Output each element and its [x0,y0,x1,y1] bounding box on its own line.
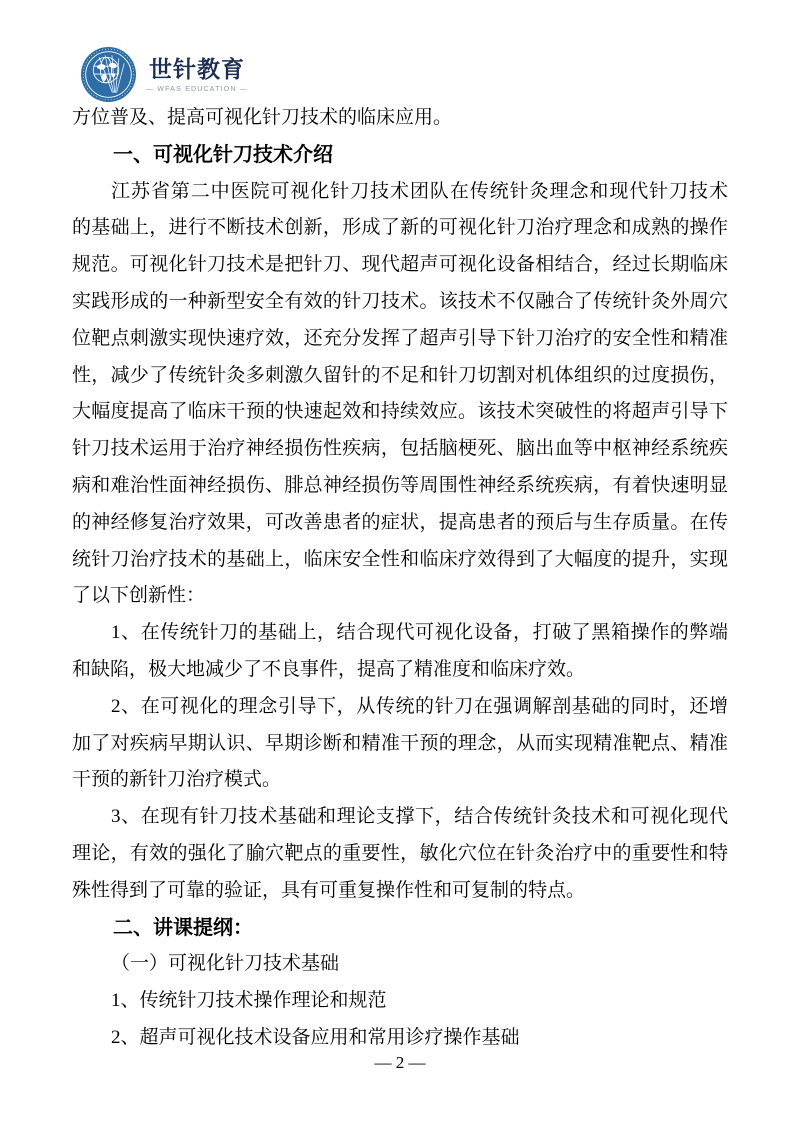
document-body [72,100,728,1057]
innovation1-line: 和缺陷，极大地减少了不良事件，提高了精准度和临床疗效。 [72,658,586,680]
innovation1-line: 1、在传统针刀的基础上，结合现代可视化设备，打破了黑箱操作的弊端 [111,622,728,644]
section1-heading: 一、可视化针刀技术介绍 [113,143,333,166]
brand-text [146,57,248,93]
innovation3-line: 3、在现有针刀技术基础和理论支撑下，结合传统针灸技术和可视化现代 [111,806,728,828]
innovation2-line: 干预的新针刀治疗模式。 [72,769,282,791]
body-line: 位靶点刺激实现快速疗效，还充分发挥了超声引导下针刀治疗的安全性和精准 [72,327,728,349]
logo [80,46,248,103]
outline-item: 1、传统针刀技术操作理论和规范 [111,990,387,1012]
section2-heading: 二、讲课提纲： [113,916,253,939]
brand-name-cn: 世针教育 [148,56,245,82]
body-line: 的神经修复治疗效果，可改善患者的症状，提高患者的预后与生存质量。在传 [72,511,728,533]
innovation2-line: 加了对疾病早期认识、早期诊断和精准干预的理念，从而实现精准靶点、精准 [72,732,728,754]
innovation2-line: 2、在可视化的理念引导下，从传统的针刀在强调解剖基础的同时，还增 [111,695,728,717]
intro-line: 方位普及、提高可视化针刀技术的临床应用。 [72,107,453,128]
body-line: 的基础上，进行不断技术创新，形成了新的可视化针刀治疗理念和成熟的操作 [72,217,728,239]
innovation3-line: 殊性得到了可靠的验证，具有可重复操作性和可复制的特点。 [72,879,586,901]
body-line: 病和难治性面神经损伤、腓总神经损伤等周围性神经系统疾病，有着快速明显 [72,474,728,496]
page-number: — 2 — [374,1053,426,1072]
body-line: 实践形成的一种新型安全有效的针刀技术。该技术不仅融合了传统针灸外周穴 [72,290,728,312]
body-line: 大幅度提高了临床干预的快速起效和持续效应。该技术突破性的将超声引导下 [72,401,728,423]
wfas-globe-logo-icon [80,46,137,103]
body-line: 规范。可视化针刀技术是把针刀、现代超声可视化设备相结合，经过长期临床 [72,254,728,276]
innovation3-line: 理论，有效的强化了腧穴靶点的重要性，敏化穴位在针灸治疗中的重要性和特 [72,842,728,864]
body-line: 江苏省第二中医院可视化针刀技术团队在传统针灸理念和现代针刀技术 [111,180,728,202]
outline-item: 2、超声可视化技术设备应用和常用诊疗操作基础 [111,1026,520,1048]
body-line: 了以下创新性： [72,585,206,607]
body-line: 统针刀治疗技术的基础上，临床安全性和临床疗效得到了大幅度的提升，实现 [72,548,728,570]
body-line: 针刀技术运用于治疗神经损伤性疾病，包括脑梗死、脑出血等中枢神经系统疾 [72,438,728,460]
outline-item: （一）可视化针刀技术基础 [111,953,340,975]
brand-name-en: — WFAS EDUCATION — [146,85,248,93]
body-line: 性，减少了传统针灸多刺激久留针的不足和针刀切割对机体组织的过度损伤， [72,364,728,386]
